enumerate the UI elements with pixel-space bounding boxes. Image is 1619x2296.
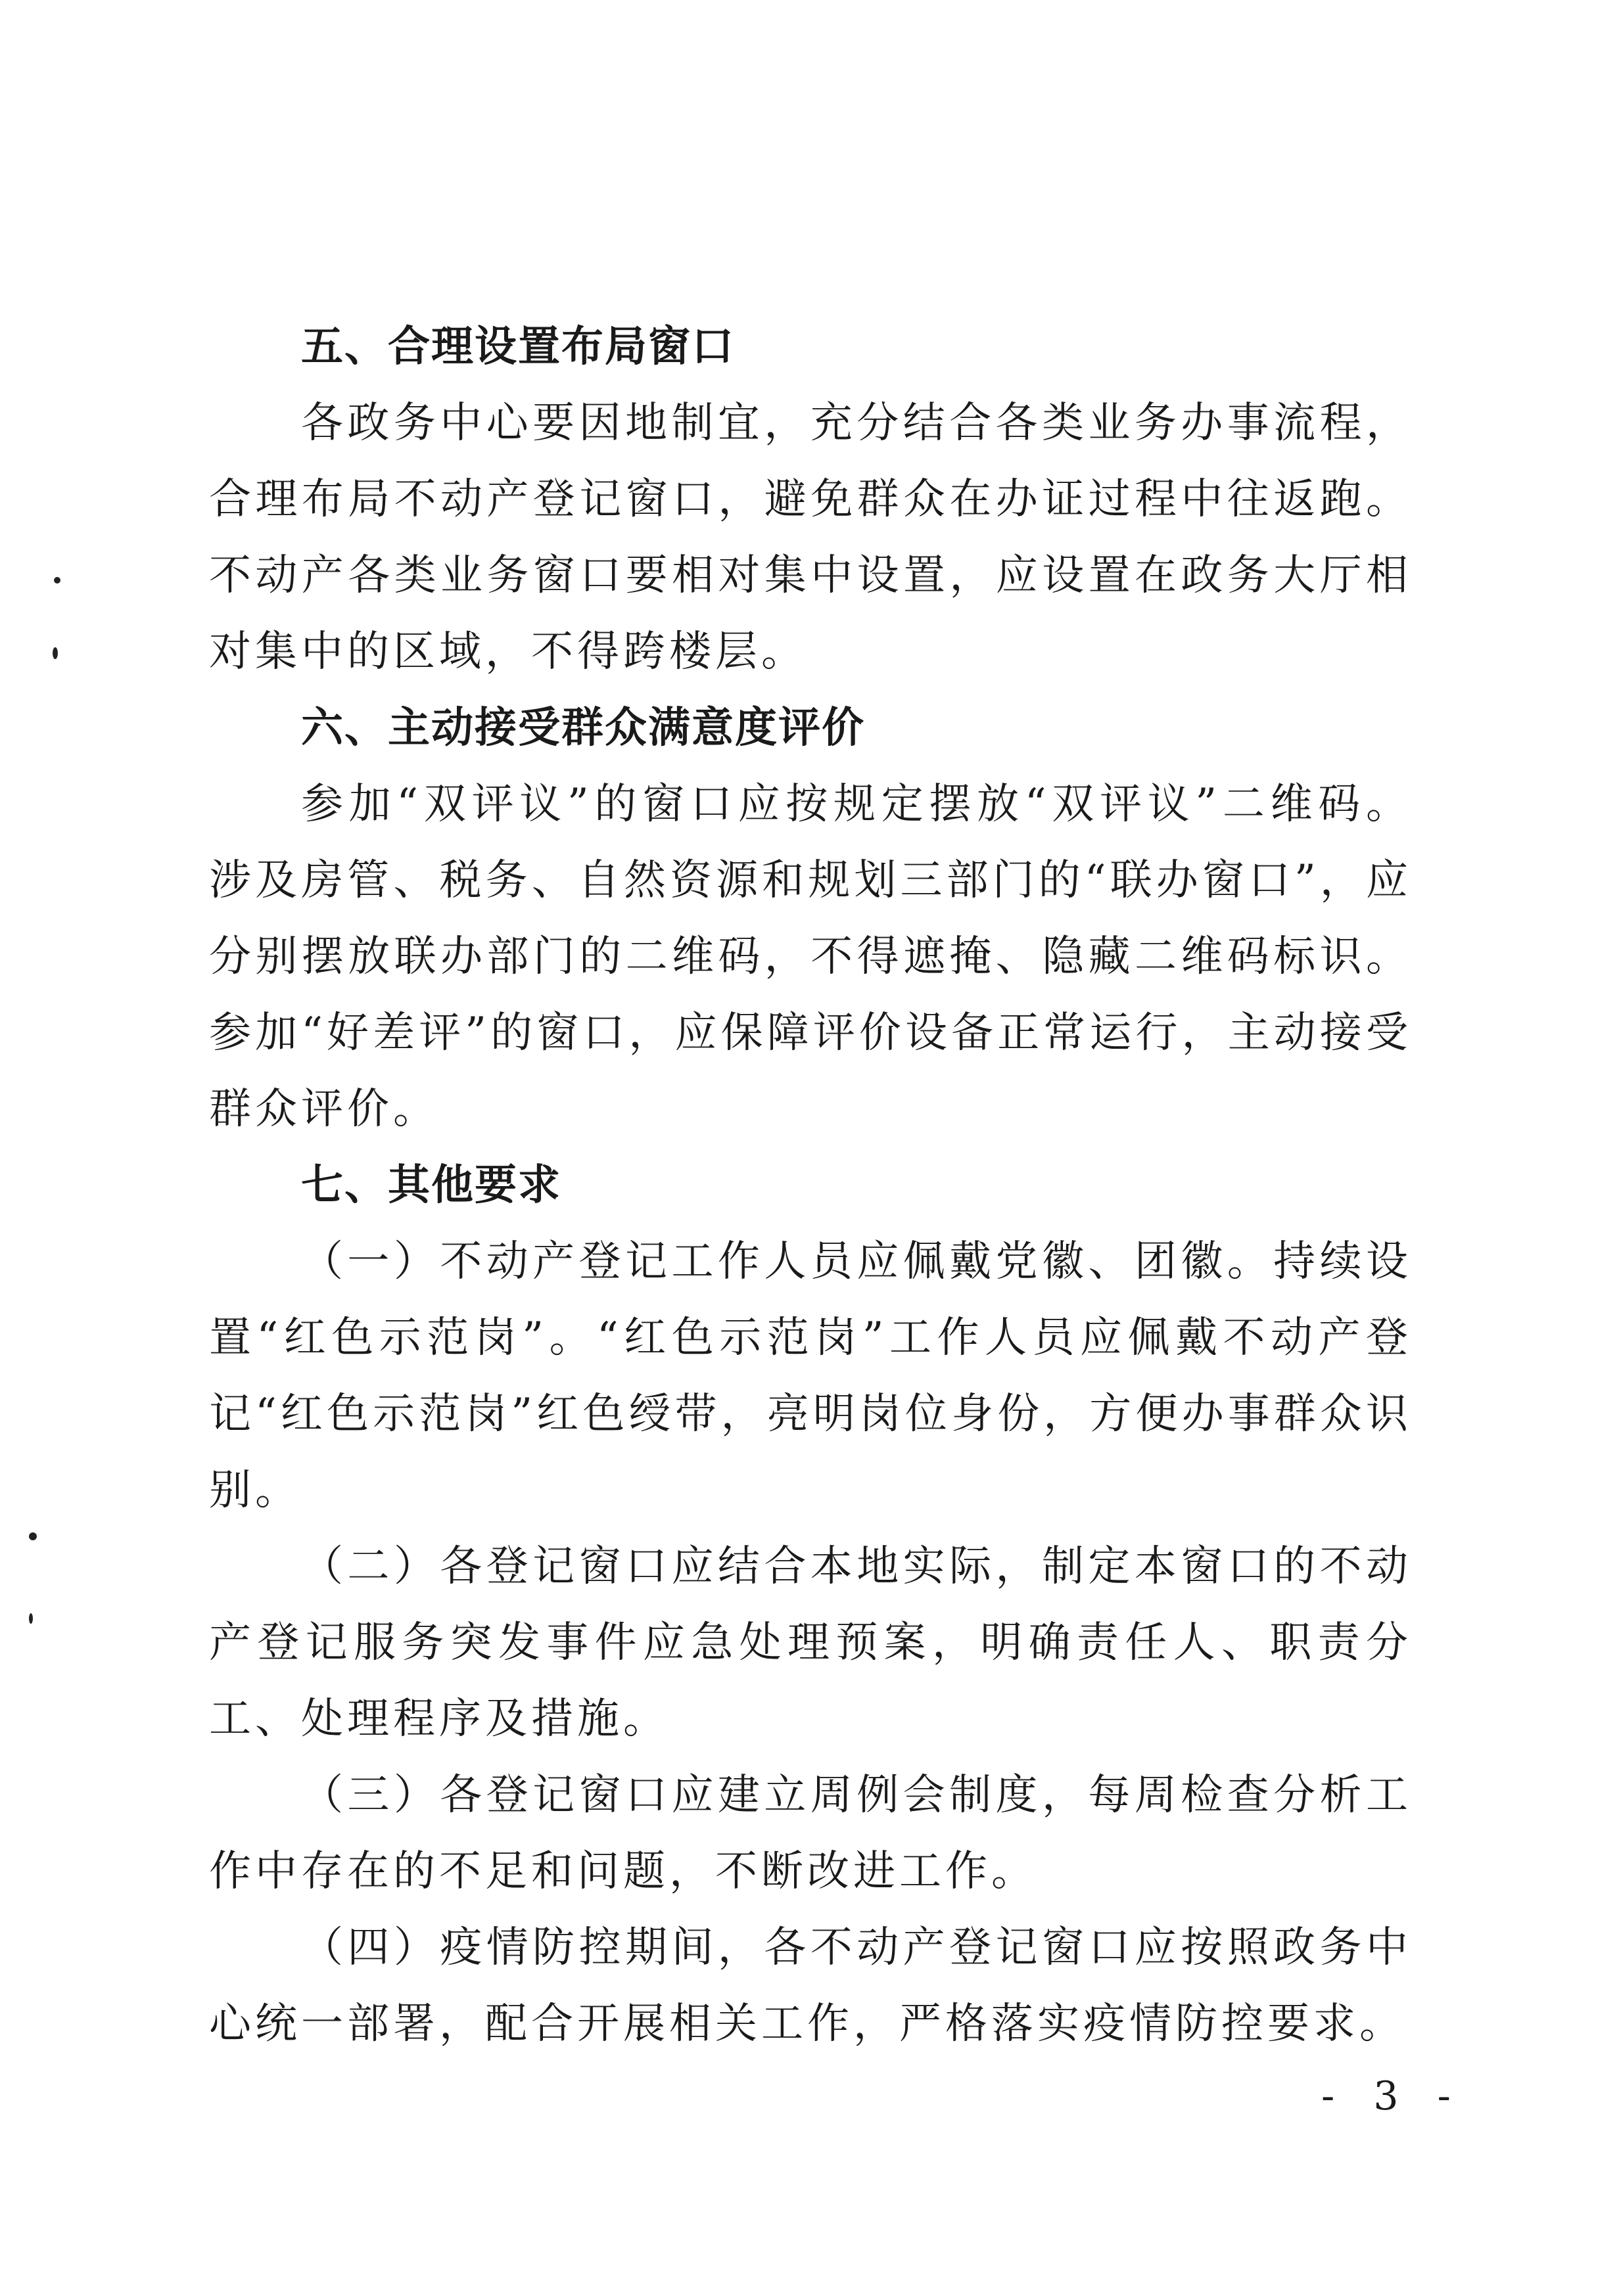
section-paragraph: （一）不动产登记工作人员应佩戴党徽、团徽。持续设置“红色示范岗”。“红色示范岗”工作人员应佩戴不动产登记“红色示范岗”红色绶带，亮明岗位身份，方便办事群众识别。: [209, 1237, 1412, 1515]
document-body: [209, 309, 1412, 2062]
section-heading: 五、合理设置布局窗口: [301, 323, 735, 371]
section-paragraph: 参加“双评议”的窗口应按规定摆放“双评议”二维码。涉及房管、税务、自然资源和规划三部门的“联办窗口”，应分别摆放联办部门的二维码，不得遮掩、隐藏二维码标识。参加“好差评”的窗口，应保障评价设备正常运行，主动接受群众评价。: [209, 780, 1412, 1134]
section-paragraph: （二）各登记窗口应结合本地实际，制定本窗口的不动产登记服务突发事件应急处理预案，明确责任人、职责分工、处理程序及措施。: [209, 1542, 1412, 1743]
scan-mark: [29, 1532, 37, 1540]
section-heading: 七、其他要求: [301, 1161, 561, 1210]
section-paragraph: （三）各登记窗口应建立周例会制度，每周检查分析工作中存在的不足和问题，不断改进工作。: [209, 1771, 1412, 1896]
section-paragraph: 各政务中心要因地制宜，充分结合各类业务办事流程，合理布局不动产登记窗口，避免群众在办证过程中往返跑。不动产各类业务窗口要相对集中设置，应设置在政务大厅相对集中的区域，不得跨楼层。: [209, 399, 1412, 676]
scan-mark: [54, 577, 60, 584]
section-paragraph: （四）疫情防控期间，各不动产登记窗口应按照政务中心统一部署，配合开展相关工作，严格落实疫情防控要求。: [209, 1923, 1412, 2048]
page-number: - 3 -: [1321, 2073, 1464, 2119]
scan-mark: [53, 647, 58, 659]
section-heading: 六、主动接受群众满意度评价: [301, 704, 865, 752]
scan-mark: [29, 1613, 33, 1624]
